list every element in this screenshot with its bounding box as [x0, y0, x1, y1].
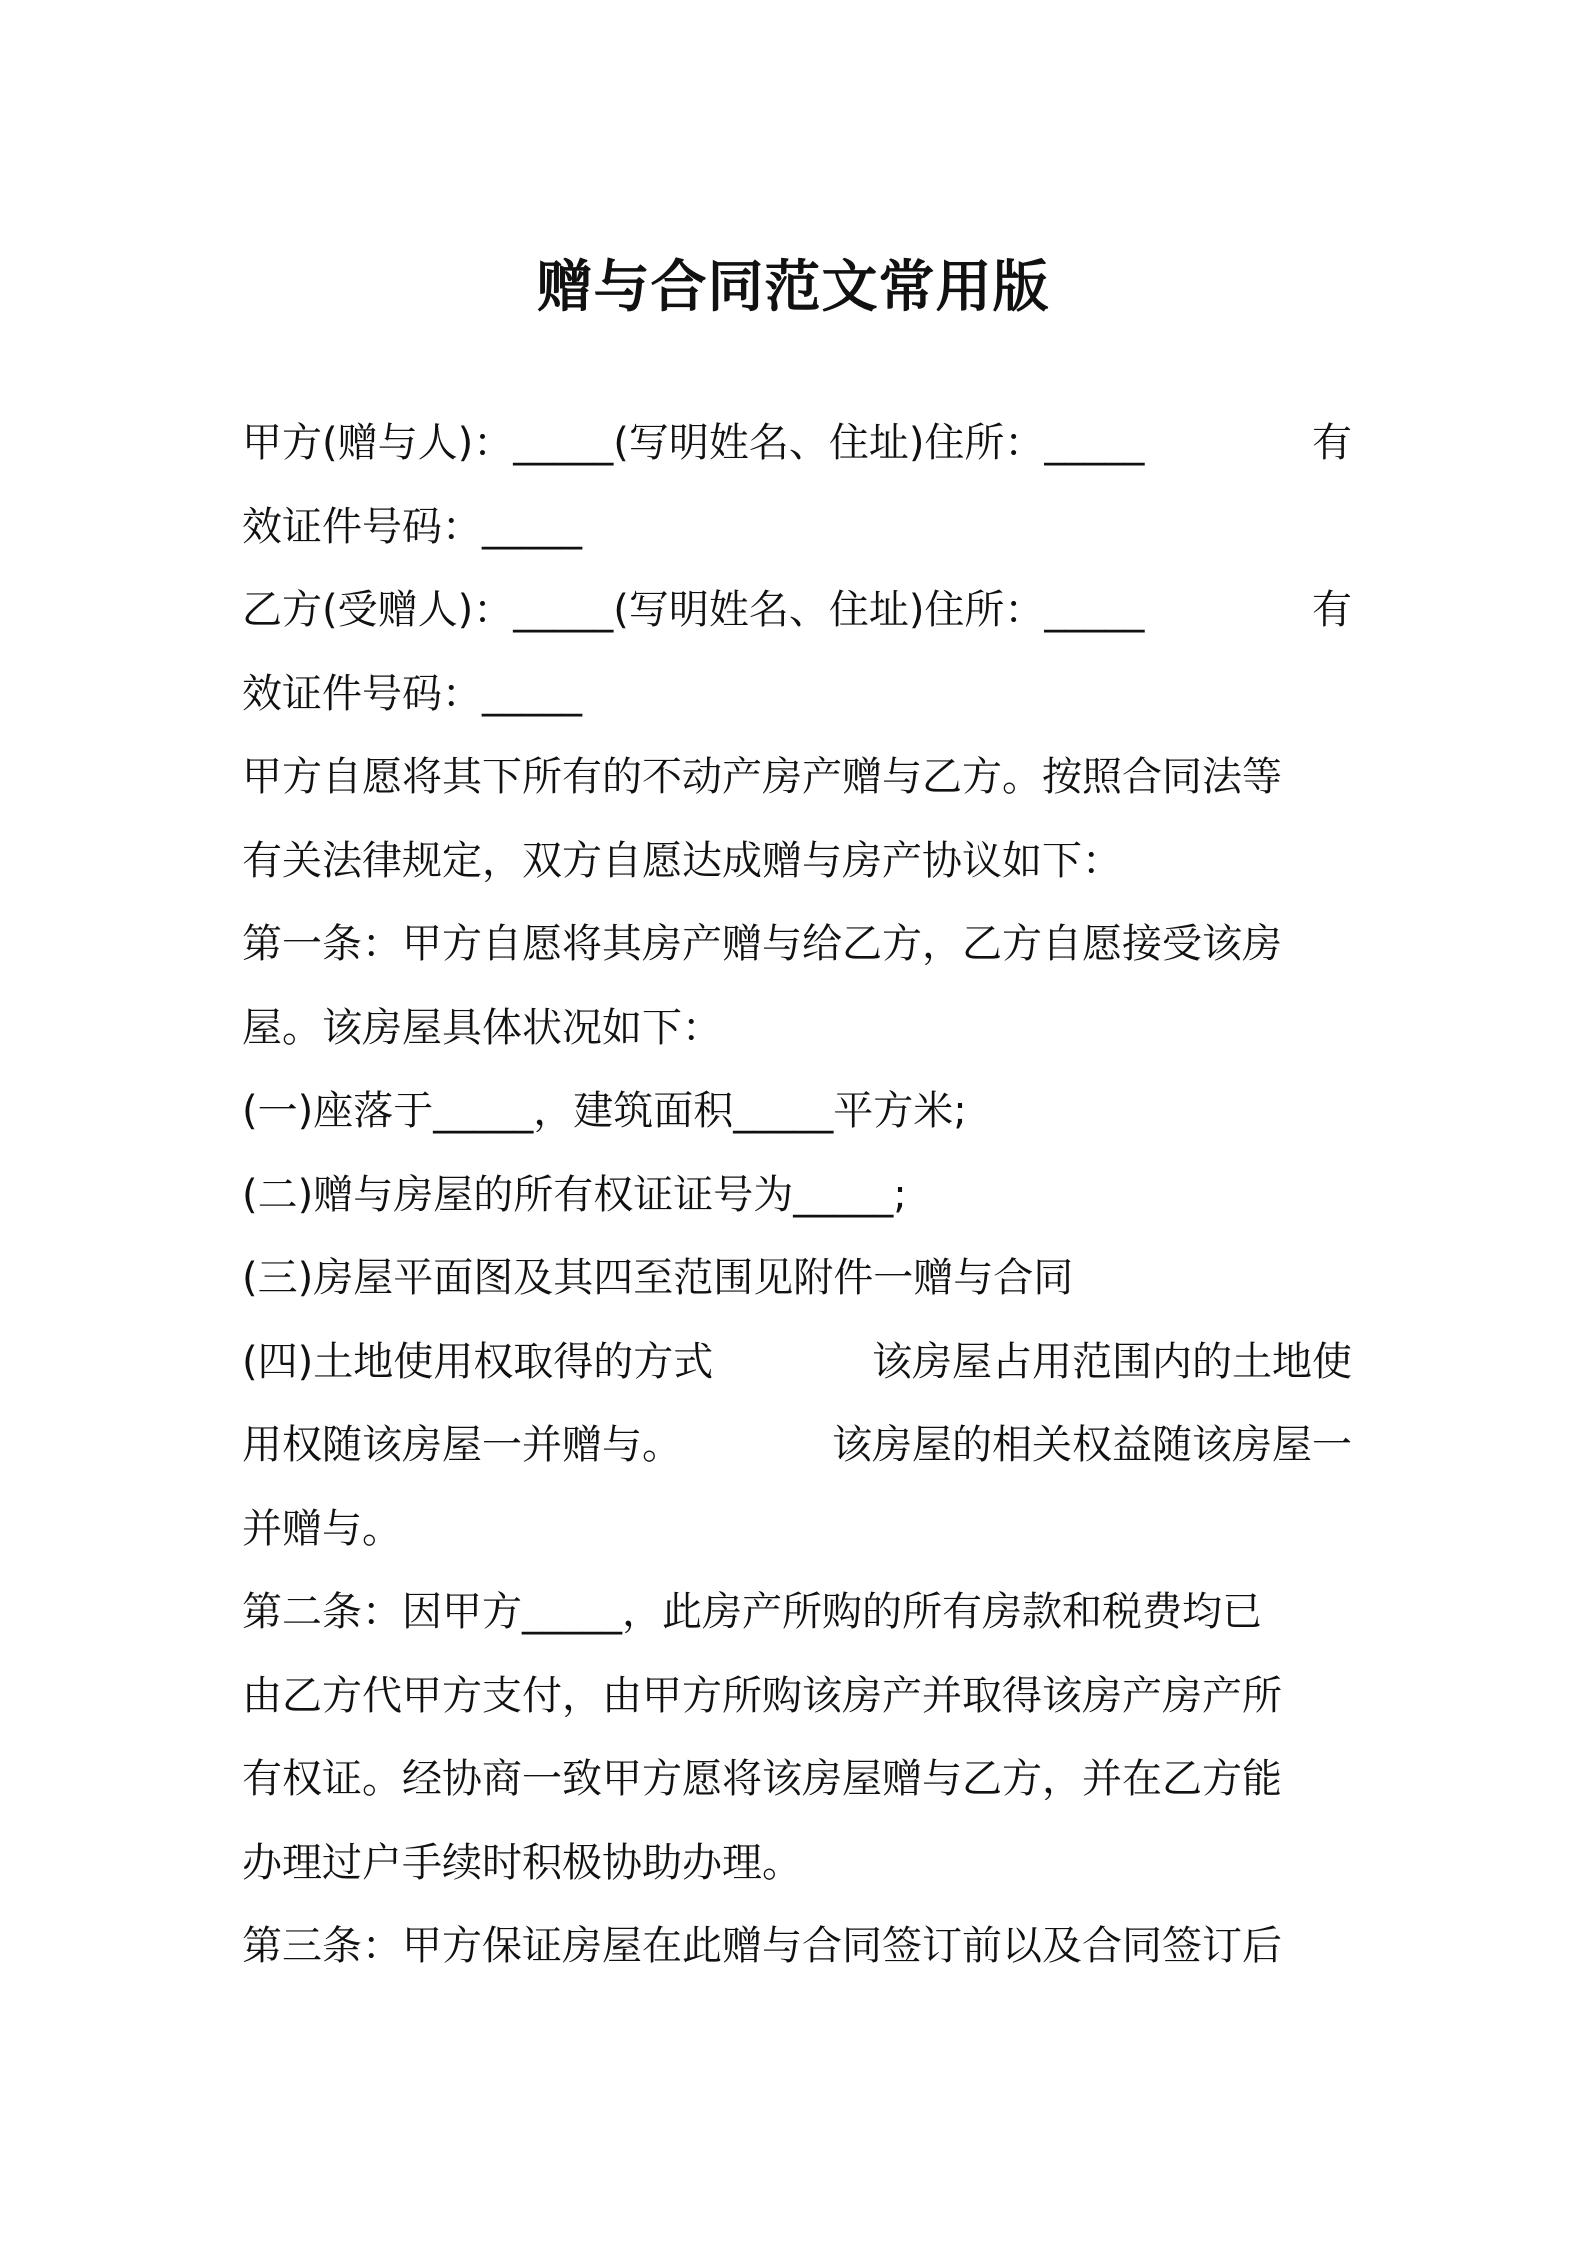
party-a-line [242, 402, 1352, 486]
paragraph-line: (三)房屋平面图及其四至范围见附件一赠与合同 [242, 1255, 1074, 1301]
paragraph-line: (一)座落于_____，建筑面积_____平方米; [242, 1088, 967, 1134]
party-b-wrap: 有 [1312, 587, 1352, 633]
document-title: 赠与合同范文常用版 [536, 255, 1050, 320]
land-use-heading: (四)土地使用权取得的方式 [242, 1338, 714, 1385]
party-b-line [242, 569, 1352, 653]
paragraph-line: 第二条：因甲方_____，此房产所购的所有房款和税费均已 [242, 1589, 1262, 1635]
paragraph-line: 第一条：甲方自愿将其房产赠与给乙方，乙方自愿接受该房 [242, 921, 1282, 967]
paragraph-line: 屋。该房屋具体状况如下： [242, 1004, 722, 1051]
land-use-continued: 用权随该房屋一并赠与。 [242, 1422, 682, 1468]
paragraph-line: (二)赠与房屋的所有权证证号为_____; [242, 1171, 907, 1218]
document-body [242, 402, 1352, 1989]
land-use-text: 该房屋占用范围内的土地使 [872, 1338, 1352, 1385]
paragraph-line: 由乙方代甲方支付，由甲方所购该房产并取得该房产房产所 [242, 1672, 1282, 1719]
party-b-id-line: 效证件号码：_____ [242, 670, 582, 717]
party-a-id-line: 效证件号码：_____ [242, 503, 582, 550]
paragraph-line: 有权证。经协商一致甲方愿将该房屋赠与乙方，并在乙方能 [242, 1756, 1282, 1802]
paragraph-line: 并赠与。 [242, 1505, 402, 1552]
paragraph-line [242, 1321, 1352, 1405]
party-a-text: 甲方(赠与人)：_____(写明姓名、住址)住所：_____ [242, 420, 1145, 466]
paragraph-line: 办理过户手续时积极协助办理。 [242, 1839, 802, 1886]
paragraph-line: 有关法律规定，双方自愿达成赠与房产协议如下： [242, 837, 1122, 884]
party-a-wrap: 有 [1312, 420, 1352, 466]
paragraph-line: 第三条：甲方保证房屋在此赠与合同签订前以及合同签订后 [242, 1923, 1282, 1969]
related-rights-text: 该房屋的相关权益随该房屋一 [832, 1422, 1352, 1468]
party-b-text: 乙方(受赠人)：_____(写明姓名、住址)住所：_____ [242, 587, 1145, 633]
paragraph-line: 甲方自愿将其下所有的不动产房产赠与乙方。按照合同法等 [242, 754, 1282, 800]
paragraph-line [242, 1404, 1352, 1488]
